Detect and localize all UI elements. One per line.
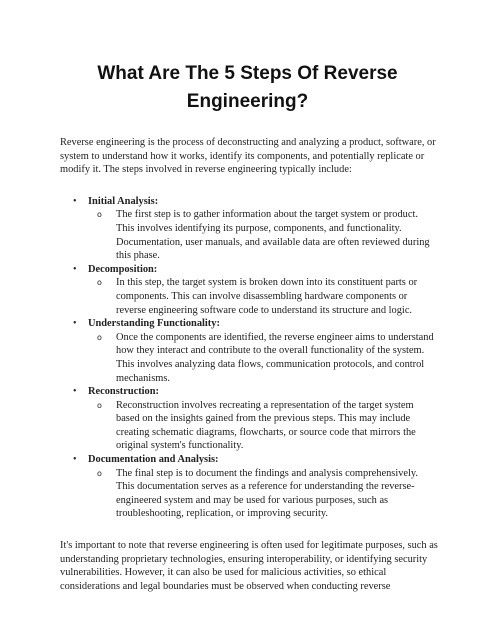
bullet-icon: • (73, 195, 77, 207)
sub-list (88, 399, 438, 453)
step-detail-text: The final step is to document the findings and analysis comprehensively. This documentation serves as a reference for understanding the reverse-engineered system and may be used for various purposes, such as troubleshooting, replication, or improving security. (116, 467, 419, 520)
closing-paragraph: It's important to note that reverse engineering is often used for legitimate purposes, such as understanding proprietary technologies, ensuring interoperability, or identifying security vulnerabilities. However, it can also be used for malicious activities, so ethical considerations and legal boundaries must be observed when conducting reverse (60, 540, 438, 592)
sub-list (88, 467, 438, 521)
step-heading: Understanding Functionality: (88, 318, 220, 330)
step-item-understanding-functionality (60, 317, 438, 385)
step-detail (88, 208, 438, 262)
step-detail-text: The first step is to gather information about the target system or product. This involves identifying its purpose, components, and functionality. Documentation, user manuals, and available data are often reviewed during this phase. (116, 209, 430, 262)
step-heading: Reconstruction: (88, 386, 159, 398)
step-detail-text: In this step, the target system is broken down into its constituent parts or components. This can involve disassembling hardware components or reverse engineering software code to understand its structure and logic. (116, 277, 418, 316)
bullet-icon: • (73, 263, 77, 275)
step-item-reconstruction (60, 385, 438, 453)
step-detail (88, 331, 438, 385)
sub-bullet-icon: o (97, 210, 102, 220)
step-detail (88, 467, 438, 521)
sub-list (88, 208, 438, 262)
sub-bullet-icon: o (97, 468, 102, 478)
sub-list (88, 331, 438, 385)
step-detail-text: Reconstruction involves recreating a representation of the target system based on the insights gained from the previous steps. This may include creating schematic diagrams, flowcharts, or source code that mirrors the original system's functionality. (116, 399, 416, 452)
step-item-initial-analysis (60, 195, 438, 263)
sub-list (88, 276, 438, 317)
intro-paragraph: Reverse engineering is the process of deconstructing and analyzing a product, software, or system to understand how it works, identify its components, and potentially replicate or modify it. The steps involved in reverse engineering typically include: (60, 137, 436, 176)
page-title: What Are The 5 Steps Of Reverse Engineering? (97, 63, 398, 112)
sub-bullet-icon: o (97, 332, 102, 342)
step-item-documentation-and-analysis (60, 453, 438, 521)
bullet-icon: • (73, 454, 77, 466)
step-detail (88, 399, 438, 453)
step-heading: Decomposition: (88, 263, 158, 275)
sub-bullet-icon: o (97, 400, 102, 410)
step-heading: Initial Analysis: (88, 195, 159, 207)
step-item-decomposition (60, 263, 438, 317)
steps-list (60, 195, 438, 521)
step-detail (88, 276, 438, 317)
bullet-icon: • (73, 386, 77, 398)
bullet-icon: • (73, 318, 77, 330)
step-heading: Documentation and Analysis: (88, 454, 219, 466)
document-body (60, 136, 438, 593)
sub-bullet-icon: o (97, 278, 102, 288)
step-detail-text: Once the components are identified, the reverse engineer aims to understand how they interact and contribute to the overall functionality of the system. This involves analyzing data flows, communication protocols, and control mechanisms. (116, 331, 434, 384)
